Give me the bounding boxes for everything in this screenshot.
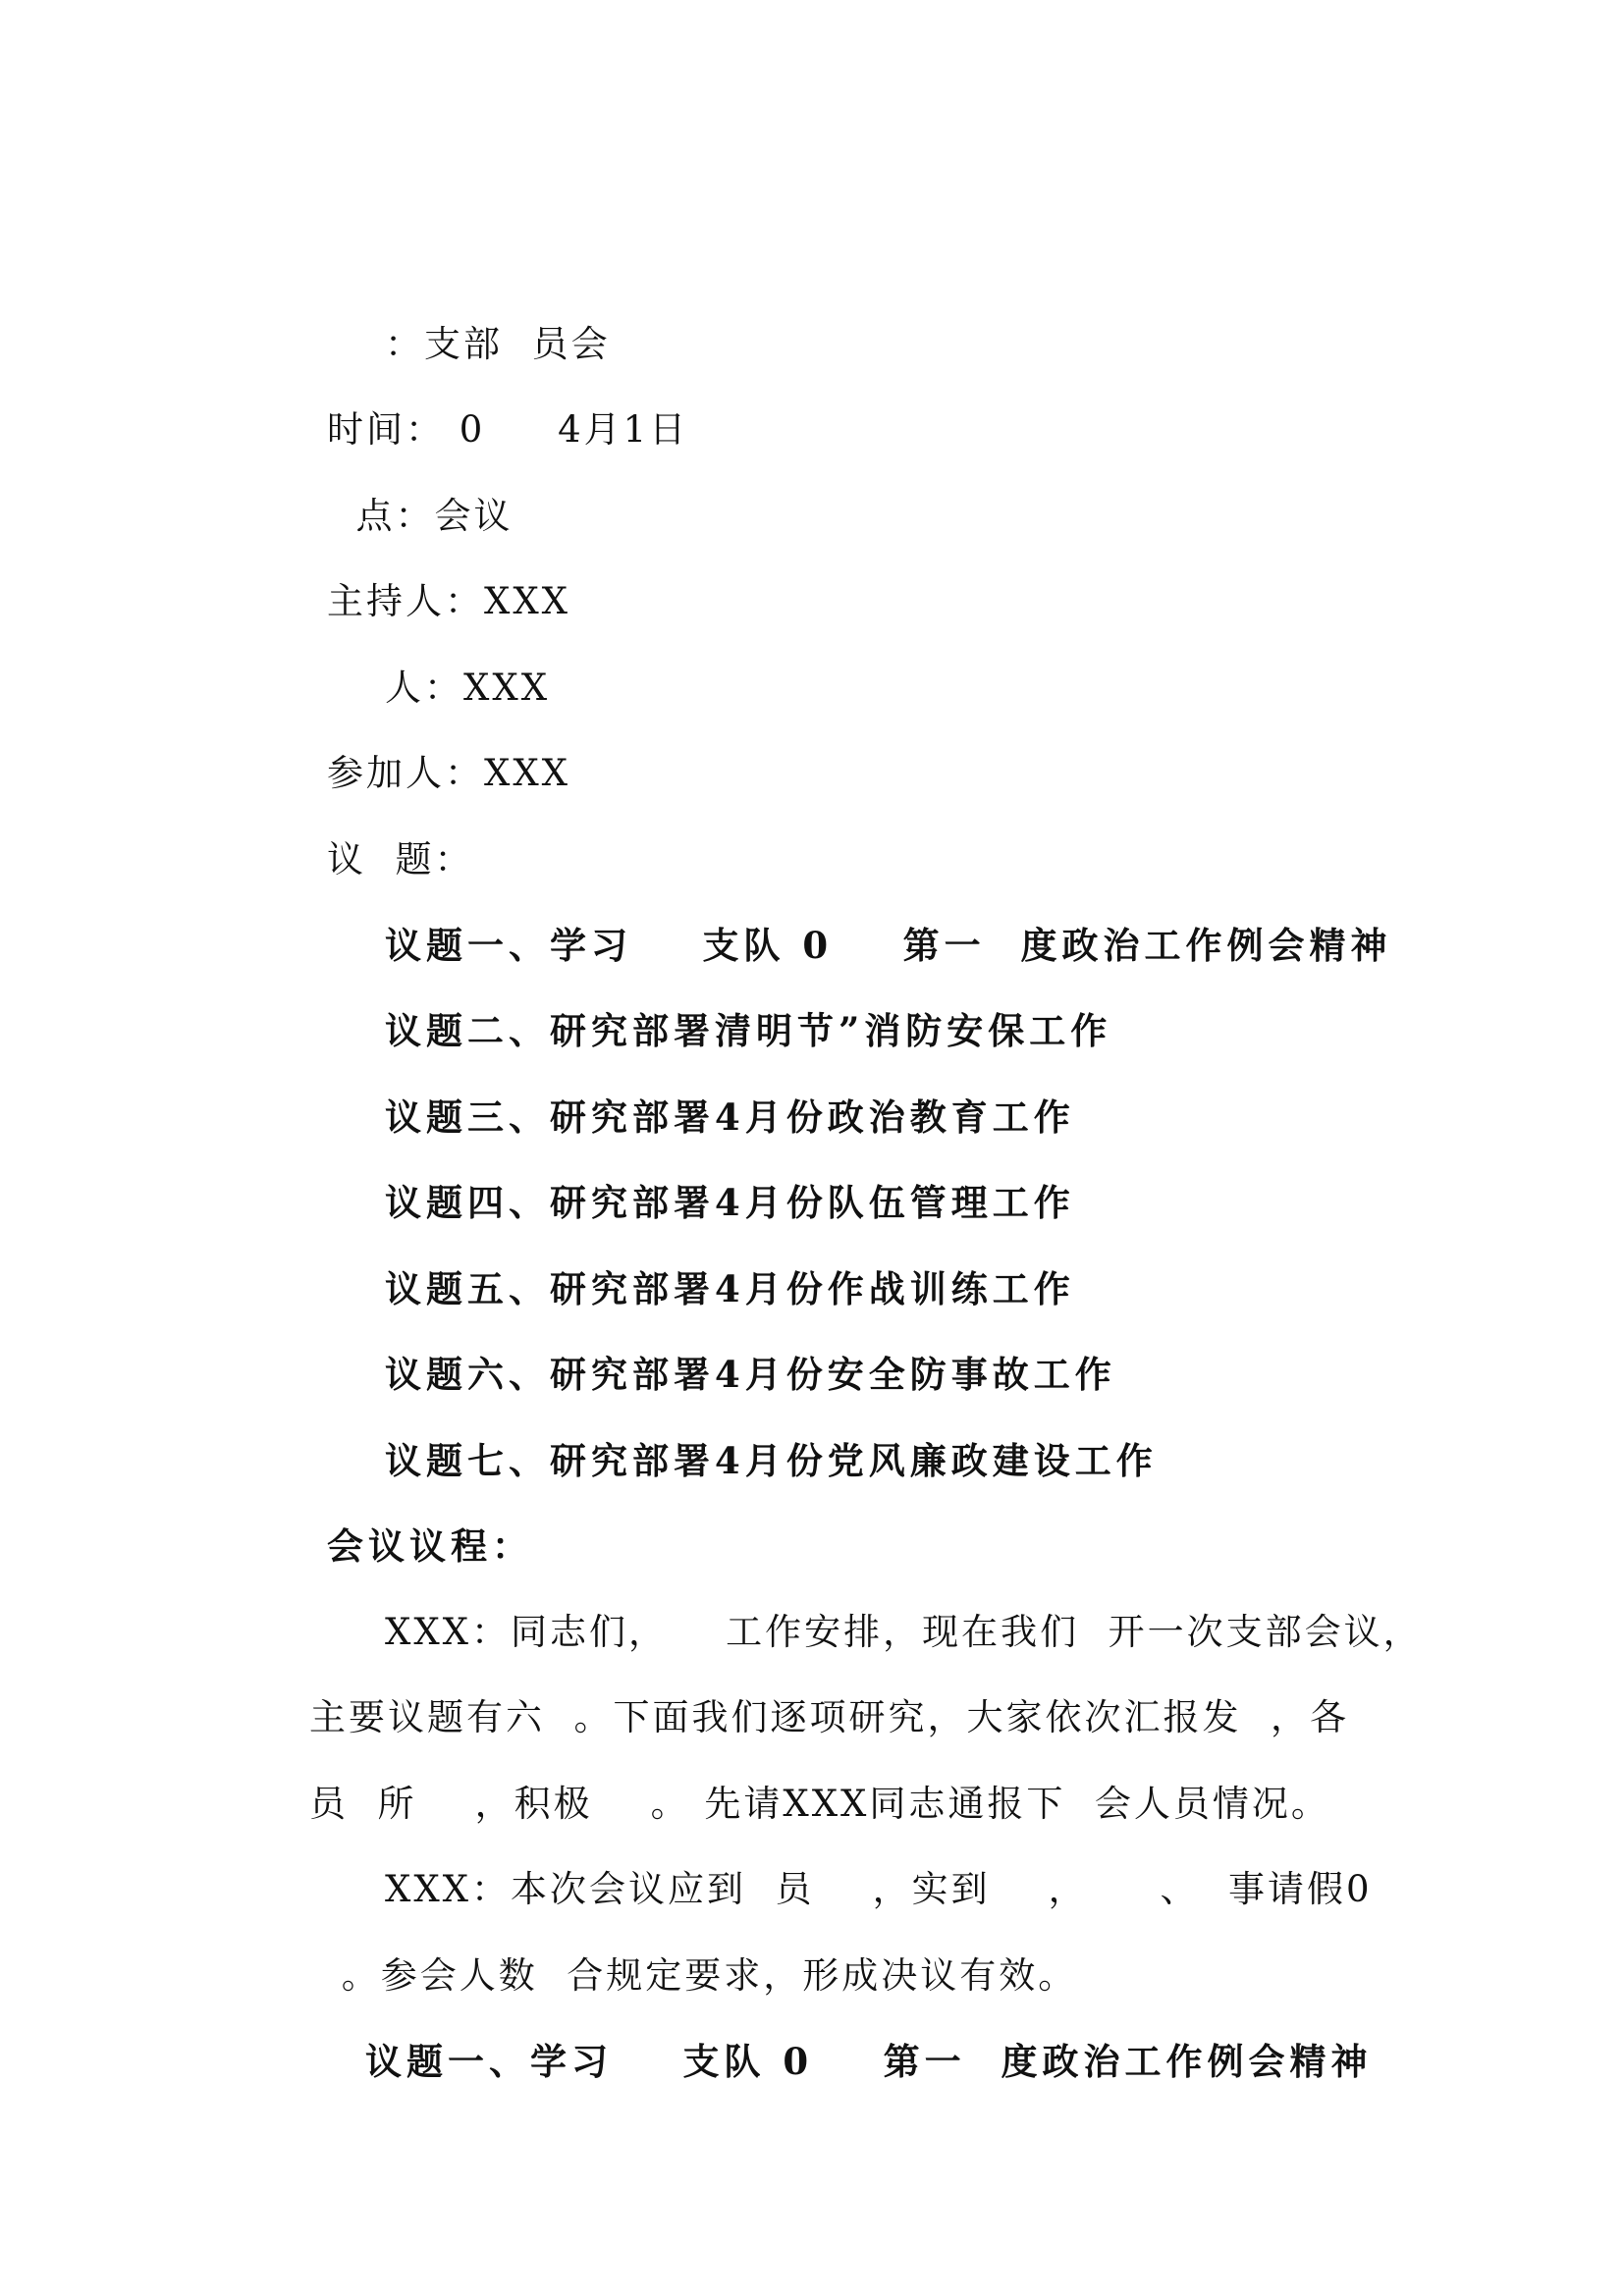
topic-item: 议题二、研究部署清明节”消防安保工作 <box>385 1009 1112 1052</box>
agenda-paragraph-line: 员 所 ，积极 。 先请XXX同志通报下 会人员情况。 <box>309 1783 1330 1825</box>
time-line: 时间： 0 4月1日 <box>327 408 689 451</box>
agenda-paragraph-line: 主要议题有六 。下面我们逐项研究，大家依次汇报发 ，各 <box>309 1696 1350 1738</box>
place-line: 点：会议 <box>327 495 514 537</box>
recorder-line: 人：XXX <box>327 667 551 709</box>
agenda-paragraph-line: XXX：本次会议应到 员 ，实到 ， 、 事请假0 <box>385 1868 1373 1910</box>
committee-line: ：支部 员会 <box>327 323 611 365</box>
topic-item: 议题七、研究部署4月份党风廉政建设工作 <box>385 1439 1158 1482</box>
agenda-paragraph-line: 。参会人数 合规定要求，形成决议有效。 <box>327 1954 1078 1997</box>
host-line: 主持人：XXX <box>327 580 571 622</box>
agenda-paragraph-line: XXX：同志们， 工作安排，现在我们 开一次支部会议， <box>385 1611 1423 1653</box>
section-heading: 议题一、学习 支队 0 第一 度政治工作例会精神 <box>365 2040 1373 2083</box>
agenda-title: 会议议程： <box>327 1524 533 1568</box>
topics-label: 议 题： <box>327 838 474 881</box>
topic-item: 议题六、研究部署4月份安全防事故工作 <box>385 1353 1116 1396</box>
topic-item: 议题五、研究部署4月份作战训练工作 <box>385 1267 1075 1310</box>
participants-line: 参加人：XXX <box>327 752 571 794</box>
topic-item: 议题一、学习 支队 0 第一 度政治工作例会精神 <box>385 924 1392 967</box>
topic-item: 议题三、研究部署4月份政治教育工作 <box>385 1095 1075 1139</box>
topic-item: 议题四、研究部署4月份队伍管理工作 <box>385 1181 1075 1224</box>
